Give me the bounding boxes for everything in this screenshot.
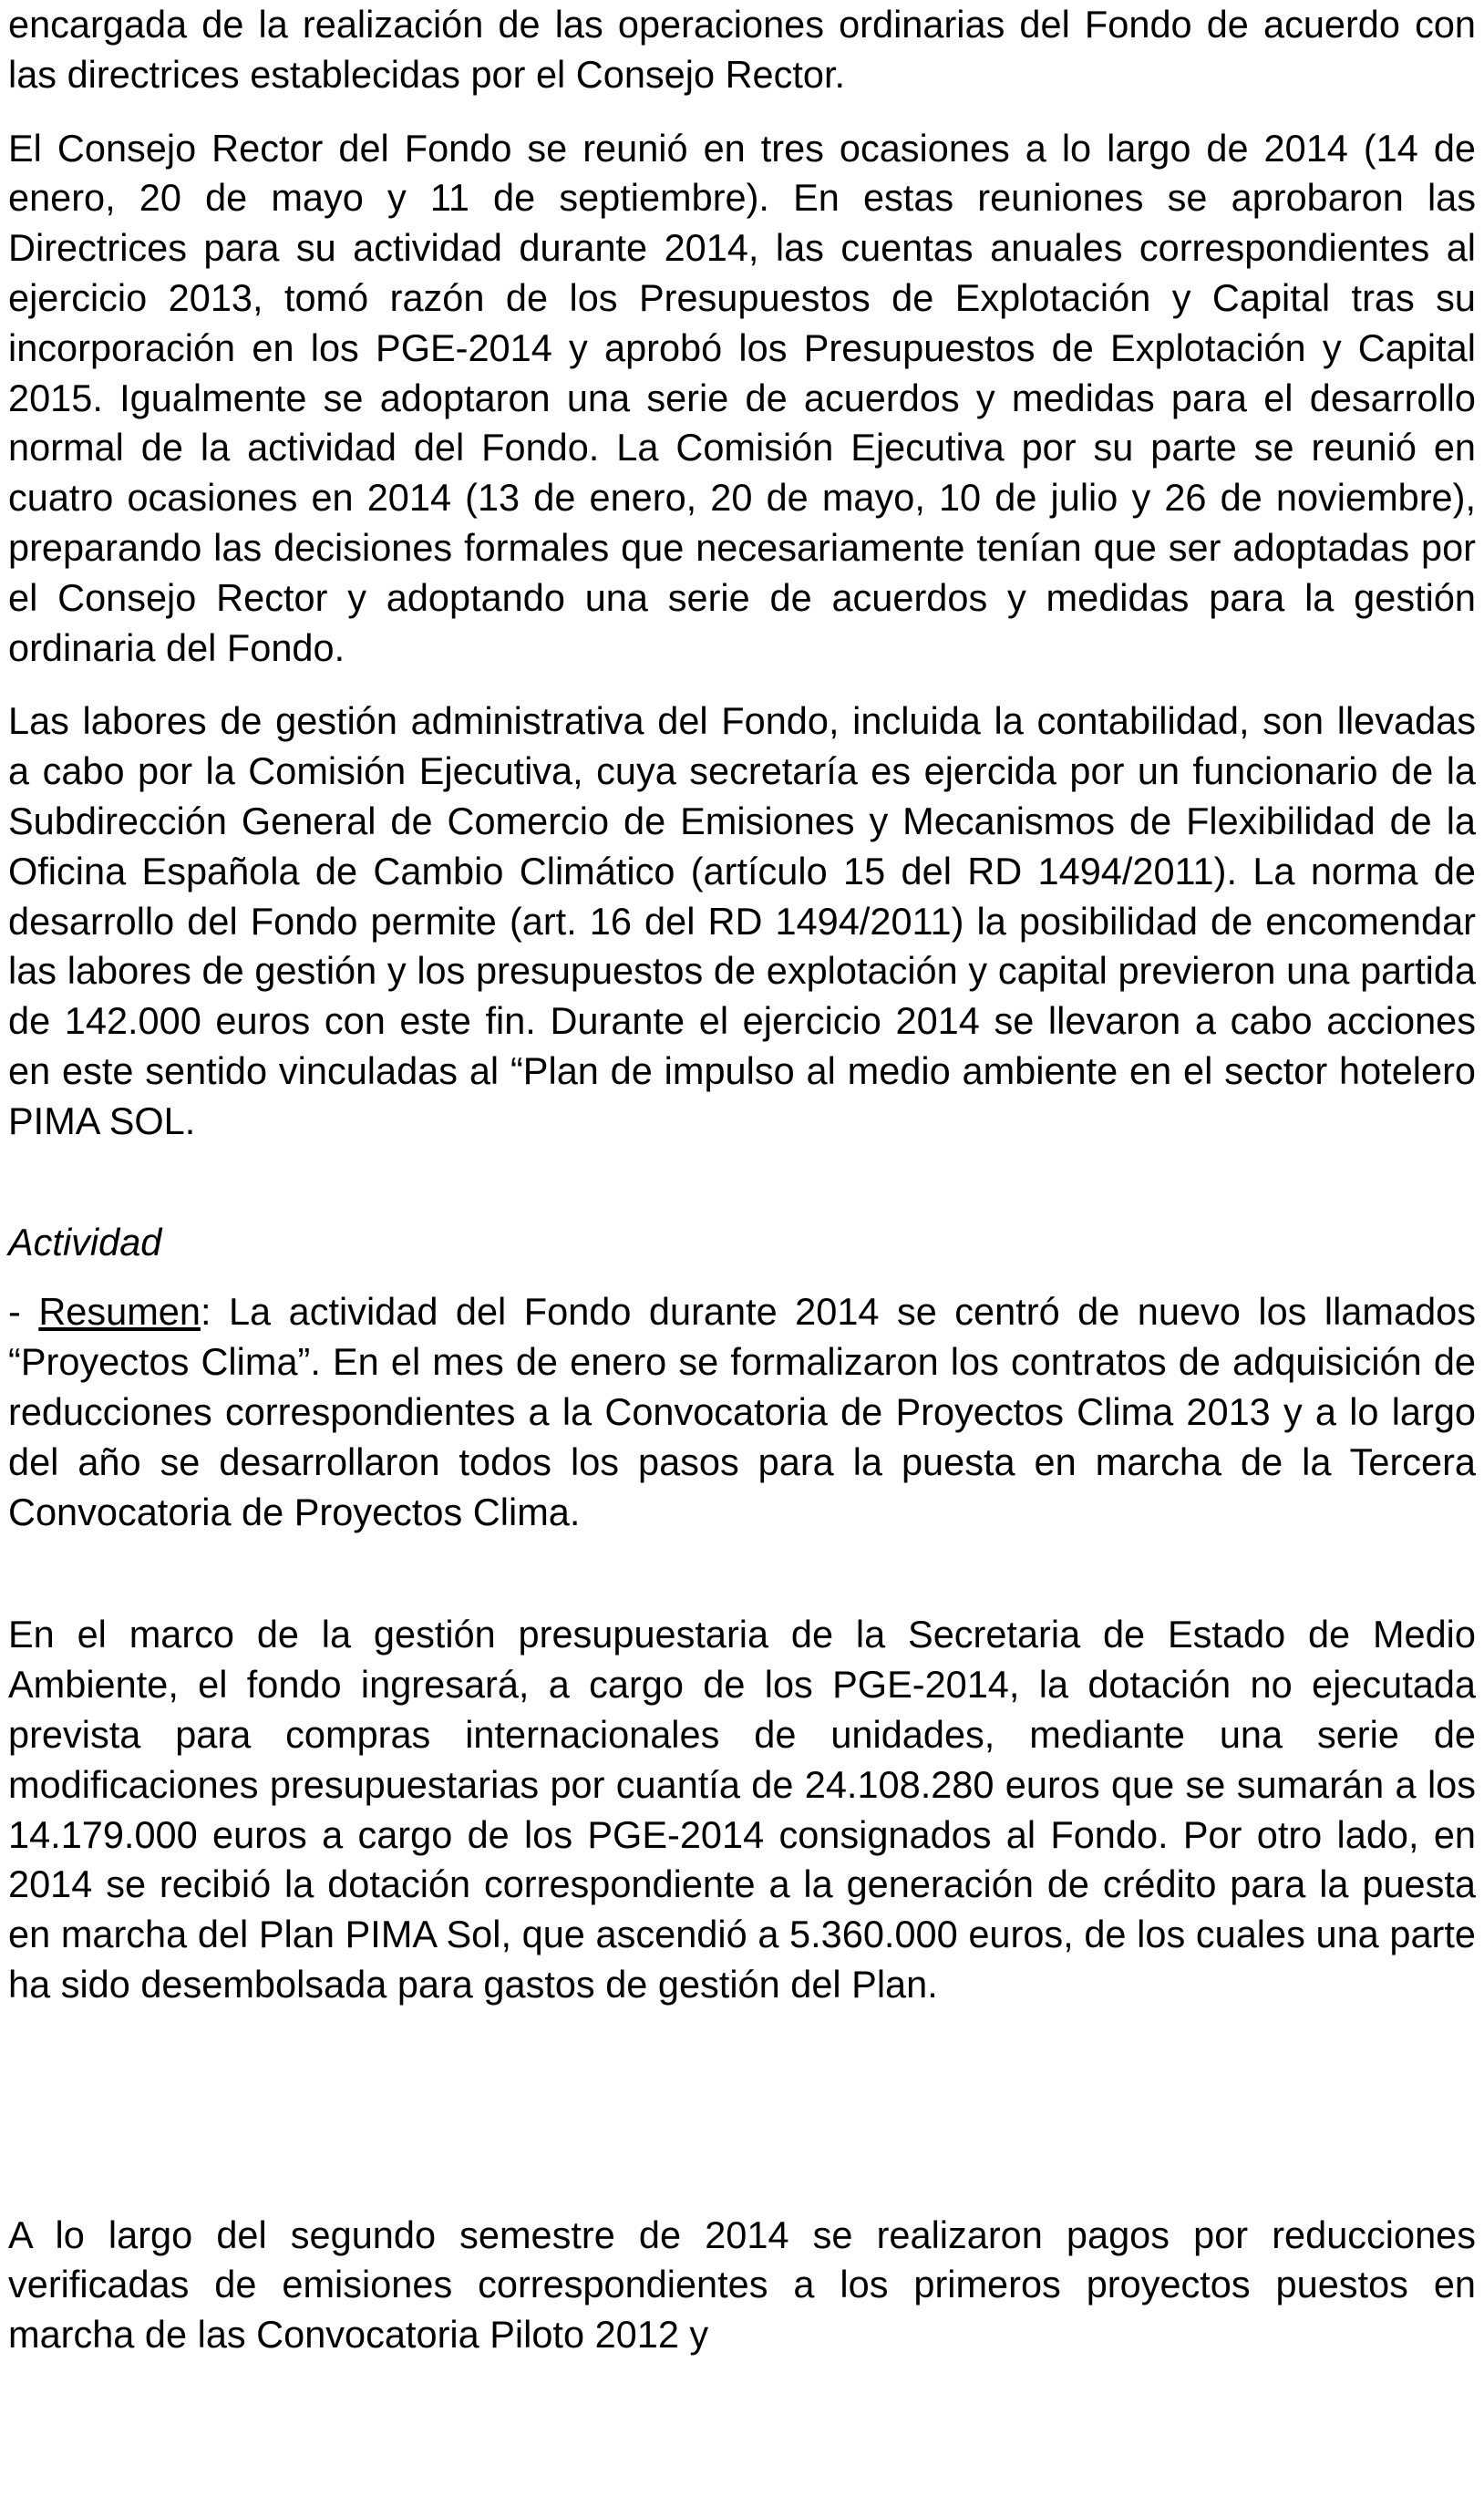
section-heading-actividad: Actividad bbox=[8, 1220, 162, 1264]
paragraph-gestion-presupuestaria: En el marco de la gestión presupuestaria de la Secretaria de Estado de Medio Ambiente, el fondo ingresará, a cargo de los PGE-2014, la dotación no ejecutada prevista para compras internacionales de unidades, mediante una serie de modificaciones presupuestarias por cuantía de 24.108.280 euros que se sumarán a los 14.179.000 euros a cargo de los PGE-2014 consignados al Fondo. Por otro lado, en 2014 se recibió la dotación correspondiente a la generación de crédito para la puesta en marcha del Plan PIMA Sol, que ascendió a 5.360.000 euros, de los cuales una parte ha sido desembolsada para gastos de gestión del Plan. bbox=[8, 1613, 1476, 2006]
paragraph-gestion-administrativa: Las labores de gestión administrativa del Fondo, incluida la contabilidad, son llevadas a cabo por la Comisión Ejecutiva, cuya secretaría es ejercida por un funcionario de la Subdirección General de Comercio de Emisiones y Mecanismos de Flexibilidad de la Oficina Española de Cambio Climático (artículo 15 del RD 1494/2011). La norma de desarrollo del Fondo permite (art. 16 del RD 1494/2011) la posibilidad de encomendar las labores de gestión y los presupuestos de explotación y capital previeron una partida de 142.000 euros con este fin. Durante el ejercicio 2014 se llevaron a cabo acciones en este sentido vinculadas al “Plan de impulso al medio ambiente en el sector hotelero PIMA SOL. bbox=[8, 699, 1476, 1142]
paragraph-pagos-reducciones: A lo largo del segundo semestre de 2014 se realizaron pagos por reducciones verificadas de emisiones correspondientes a los primeros proyectos puestos en marcha de las Convocatoria Piloto 2012 y bbox=[8, 2213, 1476, 2357]
resumen-text: : La actividad del Fondo durante 2014 se centró de nuevo los llamados “Proyectos Clima”. En el mes de enero se formalizaron los contratos de adquisición de reducciones correspondientes a la Convocatoria de Proyectos Clima 2013 y a lo largo del año se desarrollaron todos los pasos para la puesta en marcha de la Tercera Convocatoria de Proyectos Clima. bbox=[8, 1290, 1476, 1533]
document-page bbox=[8, 0, 1476, 2360]
paragraph-consejo-rector-meetings: El Consejo Rector del Fondo se reunió en tres ocasiones a lo largo de 2014 (14 de enero, 20 de mayo y 11 de septiembre). En estas reuniones se aprobaron las Directrices para su actividad durante 2014, las cuentas anuales correspondientes al ejercicio 2013, tomó razón de los Presupuestos de Explotación y Capital tras su incorporación en los PGE-2014 y aprobó los Presupuestos de Explotación y Capital 2015. Igualmente se adoptaron una serie de acuerdos y medidas para el desarrollo normal de la actividad del Fondo. La Comisión Ejecutiva por su parte se reunió en cuatro ocasiones en 2014 (13 de enero, 20 de mayo, 10 de julio y 26 de noviembre), preparando las decisiones formales que necesariamente tenían que ser adoptadas por el Consejo Rector y adoptando una serie de acuerdos y medidas para la gestión ordinaria del Fondo. bbox=[8, 126, 1476, 669]
paragraph-resumen bbox=[8, 1287, 1476, 1537]
resumen-prefix: - bbox=[8, 1290, 39, 1334]
paragraph-consejo-intro: encargada de la realización de las operaciones ordinarias del Fondo de acuerdo con las directrices establecidas por el Consejo Rector. bbox=[8, 3, 1476, 96]
resumen-label: Resumen bbox=[38, 1290, 201, 1334]
